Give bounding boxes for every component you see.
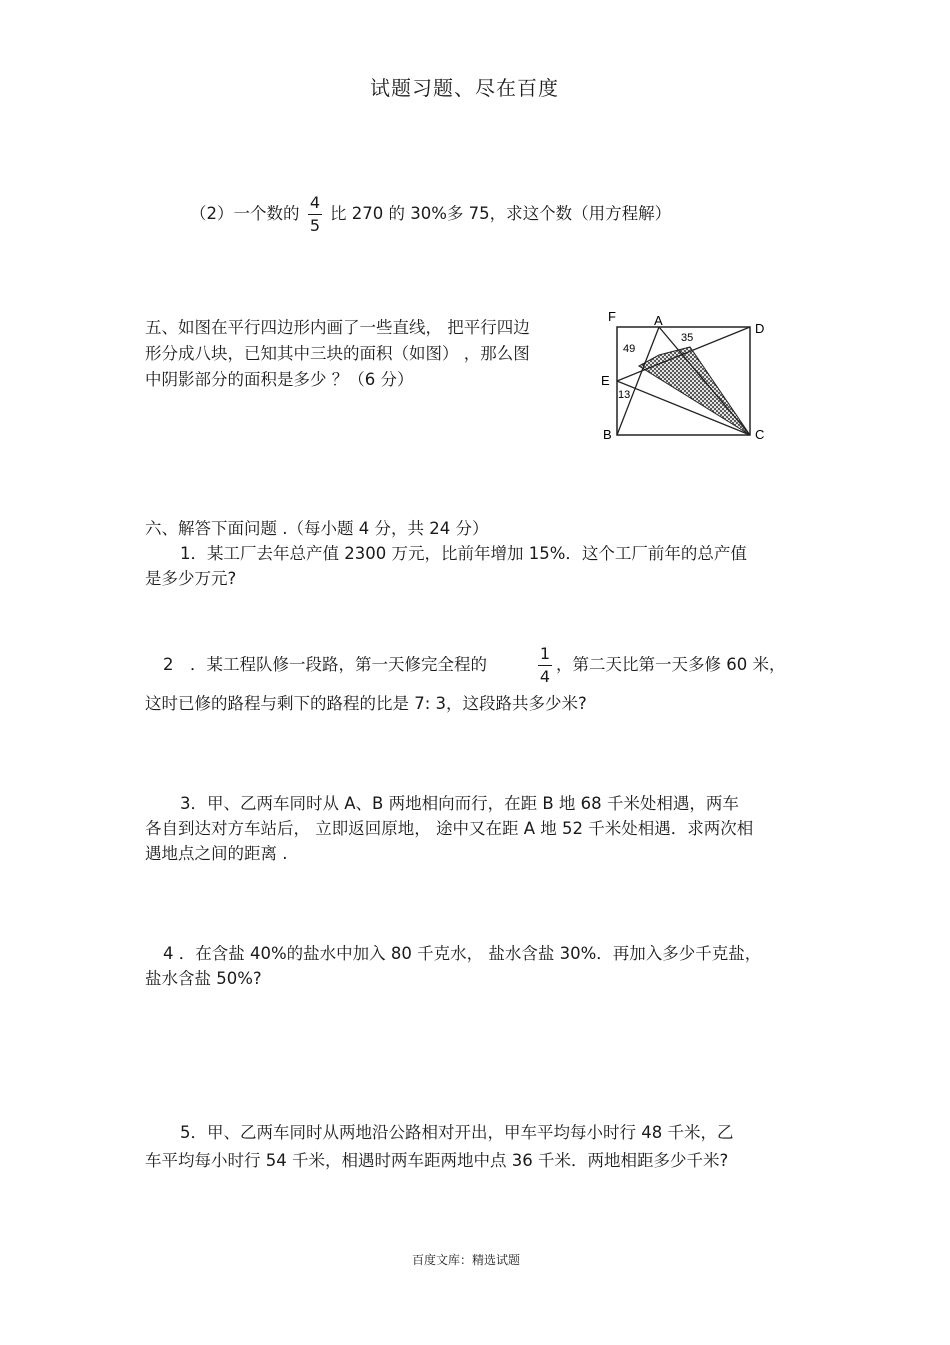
page-footer: 百度文库：精选试题 — [412, 1253, 521, 1267]
q6-1-line2: 是多少万元? — [145, 569, 237, 588]
q6-4-line1: 4 ．在含盐 40%的盐水中加入 80 千克水， 盐水含盐 30%．再加入多少千克盐， — [163, 944, 762, 963]
fraction-numerator: 4 — [309, 193, 321, 212]
area-13: 13 — [618, 389, 631, 401]
label-A: A — [654, 313, 663, 328]
fraction-denominator: 5 — [309, 216, 321, 235]
fraction-numerator: 1 — [539, 644, 551, 663]
q6-2-line2: 这时已修的路程与剩下的路程的比是 7: 3，这段路共多少米? — [145, 694, 587, 713]
q6-2-fraction — [536, 645, 554, 686]
shaded-region — [639, 347, 750, 435]
label-E: E — [601, 373, 610, 388]
q6-5-line2: 车平均每小时行 54 千米，相遇时两车距两地中点 36 千米．两地相距多少千米? — [145, 1151, 729, 1170]
page-title: 试题习题、尽在百度 — [370, 76, 559, 100]
label-C: C — [755, 427, 765, 442]
label-B: B — [603, 427, 612, 442]
q6-3-line2: 各自到达对方车站后， 立即返回原地， 途中又在距 A 地 52 千米处相遇．求两次相 — [145, 819, 754, 838]
q4-2-prefix: （2）一个数的 — [190, 204, 300, 223]
q4-2-suffix: 比 270 的 30%多 75，求这个数（用方程解） — [330, 204, 672, 223]
area-35: 35 — [681, 332, 694, 344]
q6-5-line1: 5．甲、乙两车同时从两地沿公路相对开出，甲车平均每小时行 48 千米，乙 — [180, 1123, 734, 1142]
area-49: 49 — [623, 343, 636, 355]
q6-3-line3: 遇地点之间的距离 . — [145, 844, 288, 863]
parallelogram-figure — [595, 305, 775, 445]
q6-2-number: 2 — [163, 655, 174, 674]
fraction-bar — [308, 214, 322, 215]
q5-line2: 形分成八块，已知其中三块的面积（如图） ，那么图 — [145, 344, 530, 363]
q5-line1: 五、如图在平行四边形内画了一些直线， 把平行四边 — [145, 318, 530, 337]
section-6-heading: 六、解答下面问题 .（每小题 4 分，共 24 分） — [145, 519, 489, 538]
q6-4-line2: 盐水含盐 50%? — [145, 969, 262, 988]
q6-3-line1: 3．甲、乙两车同时从 A、B 两地相向而行，在距 B 地 68 千米处相遇，两车 — [180, 794, 739, 813]
label-D: D — [755, 321, 765, 336]
q6-1-line1: 1．某工厂去年总产值 2300 万元，比前年增加 15%．这个工厂前年的总产值 — [180, 544, 747, 563]
q5-line3: 中阴影部分的面积是多少 ？（6 分） — [145, 370, 414, 389]
fraction-denominator: 4 — [539, 667, 551, 686]
label-F: F — [608, 309, 616, 324]
fraction-bar — [538, 665, 552, 666]
q6-2-part-a: ．某工程队修一段路，第一天修完全程的 — [190, 655, 487, 674]
q4-2-fraction — [306, 194, 324, 235]
q6-2-part-b: ，第二天比第一天多修 60 米， — [556, 655, 786, 674]
